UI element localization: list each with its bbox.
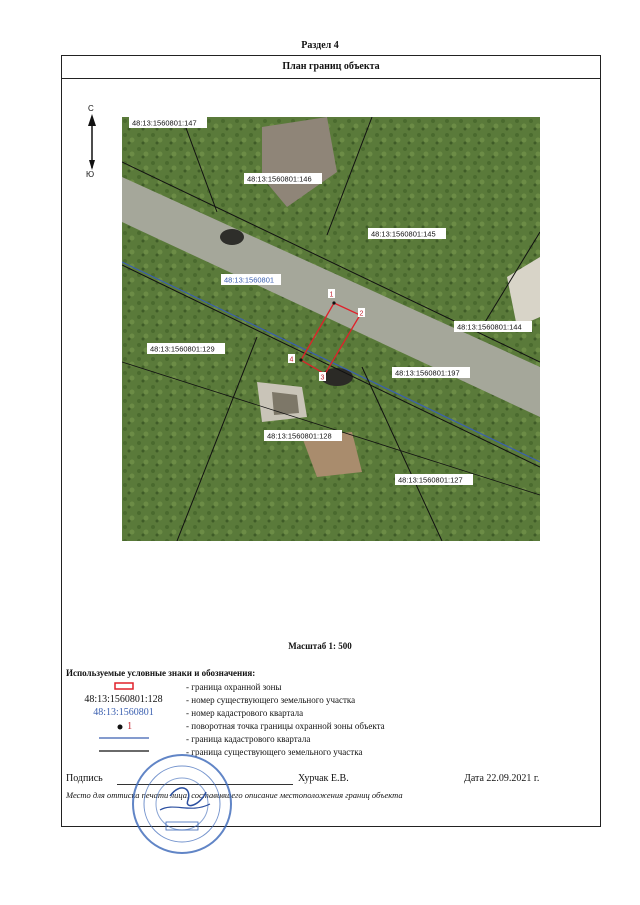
north-arrow-icon xyxy=(86,114,98,170)
signature-date: Дата 22.09.2021 г. xyxy=(464,773,540,784)
parcel-label: 48:13:1560801:146 xyxy=(247,174,312,184)
north-label: С xyxy=(88,104,94,113)
north-arrow xyxy=(84,104,100,184)
parcel-label: 48:13:1560801:127 xyxy=(398,475,463,485)
plan-title: План границ объекта xyxy=(62,56,600,79)
legend-text: - граница кадастрового квартала xyxy=(186,734,311,744)
quarter-line-symbol xyxy=(66,733,181,746)
legend-text: - поворотная точка границы охранной зоны объекта xyxy=(186,721,385,731)
quarter-label: 48:13:1560801 xyxy=(224,275,275,285)
scale-text: Масштаб 1: 500 xyxy=(288,641,352,651)
parcel-number-symbol: 48:13:1560801:128 xyxy=(84,694,163,705)
legend-title: Используемые условные знаки и обозначения: xyxy=(66,668,256,678)
parcel-label: 48:13:1560801:144 xyxy=(457,322,522,332)
signer-name: Хурчак Е.В. xyxy=(298,773,349,784)
point-label: 2 xyxy=(359,310,364,318)
turn-point-symbol xyxy=(66,720,181,733)
parcel-label: 48:13:1560801:147 xyxy=(132,118,197,128)
signature-label: Подпись xyxy=(66,773,103,784)
legend-text: - номер кадастрового квартала xyxy=(186,708,304,718)
legend-text: - граница существующего земельного участка xyxy=(186,747,363,757)
zone-symbol xyxy=(66,681,181,694)
aerial-map xyxy=(122,117,540,541)
stamp-seal xyxy=(130,752,234,856)
section-title: Раздел 4 xyxy=(301,40,339,51)
parcel-label: 48:13:1560801:129 xyxy=(150,344,215,354)
parcel-label: 48:13:1560801:197 xyxy=(395,368,460,378)
parcel-label: 48:13:1560801:145 xyxy=(371,229,436,239)
quarter-number-symbol: 48:13:1560801 xyxy=(93,707,154,718)
legend-text: - номер существующего земельного участка xyxy=(186,695,356,705)
legend-text: - граница охранной зоны xyxy=(186,682,282,692)
stamp-note: Место для оттиска печати лица, составившего описание местоположения границ объекта xyxy=(66,790,403,800)
point-label: 3 xyxy=(320,374,325,382)
south-label: Ю xyxy=(86,170,95,179)
turn-point-number: 1 xyxy=(127,721,133,732)
map-svg xyxy=(122,117,540,541)
point-label: 1 xyxy=(329,291,334,299)
point-label: 4 xyxy=(289,356,294,364)
parcel-label: 48:13:1560801:128 xyxy=(267,431,332,441)
